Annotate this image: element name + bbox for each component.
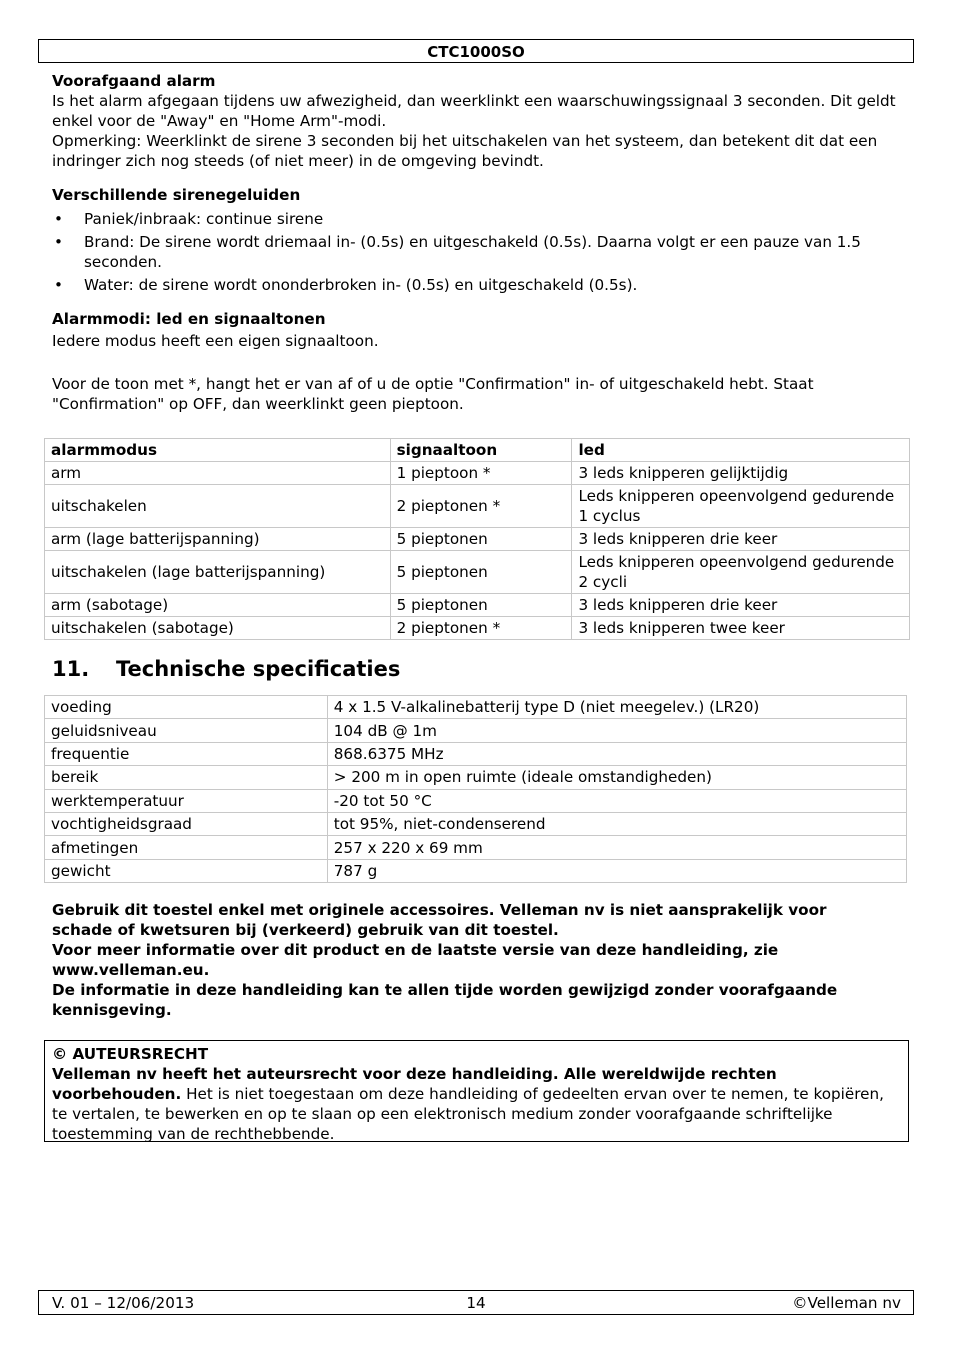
copyright-body [52,1064,901,1144]
table-cell: arm (lage batterijspanning) [45,528,391,551]
spec-value: 257 x 220 x 69 mm [327,836,906,859]
spec-label: werktemperatuur [45,789,328,812]
table-row [45,742,907,765]
company-copyright: ©Velleman nv [792,1294,901,1312]
table-cell: 5 pieptonen [390,594,572,617]
specs-title [52,656,852,682]
table-row [45,719,907,742]
copyright-box [44,1040,909,1142]
table-cell: 5 pieptonen [390,528,572,551]
spec-label: afmetingen [45,836,328,859]
table-cell: 5 pieptonen [390,551,572,594]
spec-value: 4 x 1.5 V-alkalinebatterij type D (niet meegelev.) (LR20) [327,696,906,719]
alarm-modes-title: Alarmmodi: led en signaaltonen [52,310,326,328]
accessories-notice: Gebruik dit toestel enkel met originele accessoires. Velleman nv is niet aansprakelijk voor schade of kwetsuren bij (verkeerd) gebruik van dit toestel. [52,901,827,939]
spec-value: -20 tot 50 °C [327,789,906,812]
table-cell: arm (sabotage) [45,594,391,617]
table-cell: uitschakelen (lage batterijspanning) [45,551,391,594]
spec-label: vochtigheidsgraad [45,812,328,835]
table-header-row [45,439,910,462]
spec-value: > 200 m in open ruimte (ideale omstandigheden) [327,766,906,789]
column-header: led [572,439,910,462]
section-alarm-modes [52,309,902,414]
spec-label: gewicht [45,859,328,882]
list-item: • Paniek/inbraak: continue sirene [52,209,892,229]
spec-label: geluidsniveau [45,719,328,742]
section-previous-alarm [52,71,902,171]
spec-value: 787 g [327,859,906,882]
siren-sounds-title: Verschillende sirenegeluiden [52,186,301,204]
alarm-modes-intro: Iedere modus heeft een eigen signaaltoon. [52,332,379,350]
more-info-notice: Voor meer informatie over dit product en de laatste versie van deze handleiding, zie www.velleman.eu. [52,941,779,979]
copyright-text: Het is niet toegestaan om deze handleiding of gedeelten ervan over te nemen, te kopiëren, te vertalen, te bewerken en op te slaan op een elektronisch medium zonder voorafgaande schriftelijke toestemming van de rechthebbende. [52,1085,884,1143]
copyright-bold-text: Velleman nv heeft het auteursrecht voor deze handleiding. Alle wereldwijde rechten voorbehouden. [52,1065,777,1103]
table-cell: 3 leds knipperen drie keer [572,594,910,617]
siren-sounds-list [52,209,892,295]
table-row [45,859,907,882]
table-row [45,812,907,835]
page-header [38,39,914,63]
table-cell: 1 pieptoon * [390,462,572,485]
table-row [45,696,907,719]
previous-alarm-text: Is het alarm afgegaan tijdens uw afwezigheid, dan weerklinkt een waarschuwingssignaal 3 seconden. Dit geldt enkel voor de "Away" en "Home Arm"-modi. [52,92,896,130]
version-date: V. 01 – 12/06/2013 [52,1294,195,1312]
list-item: • Brand: De sirene wordt driemaal in- (0.5s) en uitgeschakeld (0.5s). Daarna volgt er een pauze van 1.5 seconden. [52,232,892,272]
table-row [45,766,907,789]
table-row [45,462,910,485]
table-cell: uitschakelen [45,485,391,528]
table-row [45,789,907,812]
notices [52,900,882,1020]
spec-value: tot 95%, niet-condenserend [327,812,906,835]
alarm-modes-note: Voor de toon met *, hangt het er van af of u de optie "Confirmation" in- of uitgeschakeld hebt. Staat "Confirmation" op OFF, dan weerklinkt geen pieptoon. [52,375,814,413]
table-cell: arm [45,462,391,485]
specs-section-title: Technische specificaties [116,657,401,681]
column-header: signaaltoon [390,439,572,462]
previous-alarm-note: Opmerking: Weerklinkt de sirene 3 seconden bij het uitschakelen van het systeem, dan betekent dit dat een indringer zich nog steeds (of niet meer) in de omgeving bevindt. [52,132,878,170]
table-cell: 3 leds knipperen gelijktijdig [572,462,910,485]
list-item: • Water: de sirene wordt ononderbroken in- (0.5s) en uitgeschakeld (0.5s). [52,275,892,295]
spec-value: 104 dB @ 1m [327,719,906,742]
spec-label: frequentie [45,742,328,765]
table-row [45,836,907,859]
specs-section-number: 11. [52,657,90,681]
table-row [45,617,910,640]
table-cell: 3 leds knipperen twee keer [572,617,910,640]
table-cell: Leds knipperen opeenvolgend gedurende 1 cyclus [572,485,910,528]
table-cell: 2 pieptonen * [390,485,572,528]
table-cell: Leds knipperen opeenvolgend gedurende 2 cycli [572,551,910,594]
column-header: alarmmodus [45,439,391,462]
specs-table [44,695,907,883]
spec-value: 868.6375 MHz [327,742,906,765]
previous-alarm-title: Voorafgaand alarm [52,72,216,90]
page-footer [38,1290,914,1315]
table-cell: uitschakelen (sabotage) [45,617,391,640]
changes-notice: De informatie in deze handleiding kan te allen tijde worden gewijzigd zonder voorafgaande kennisgeving. [52,981,838,1019]
table-row [45,485,910,528]
table-row [45,528,910,551]
spec-label: bereik [45,766,328,789]
page-number: 14 [466,1294,486,1312]
spec-label: voeding [45,696,328,719]
model-number: CTC1000SO [427,43,525,61]
table-row [45,594,910,617]
table-cell: 3 leds knipperen drie keer [572,528,910,551]
copyright-title: © AUTEURSRECHT [52,1045,209,1063]
table-row [45,551,910,594]
table-cell: 2 pieptonen * [390,617,572,640]
alarm-modes-table [44,438,910,640]
section-siren-sounds [52,185,892,298]
specs-heading [52,656,852,682]
